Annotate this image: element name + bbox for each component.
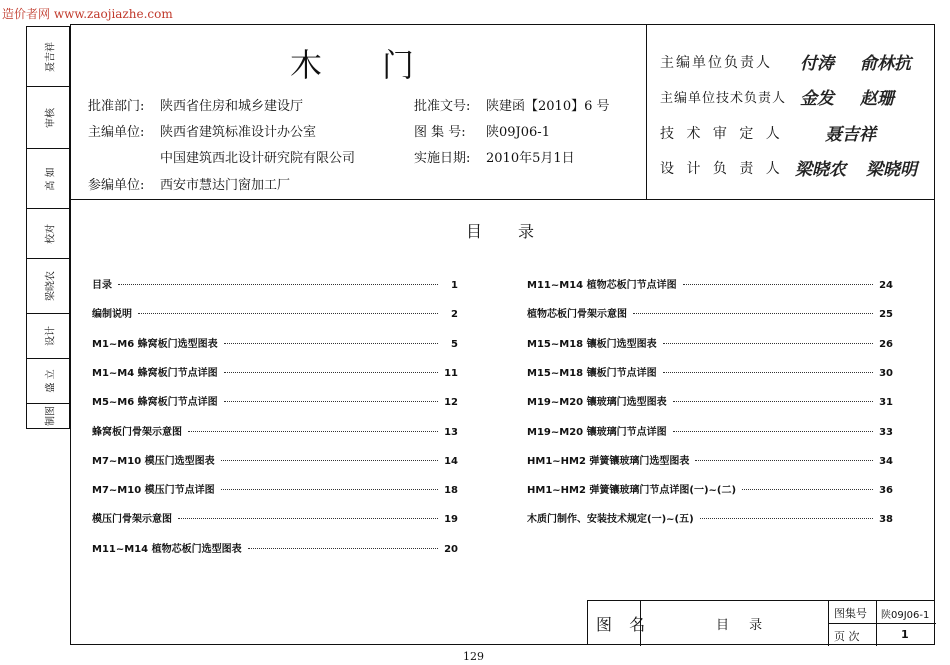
toc-entry-page: 1 — [451, 280, 458, 291]
toc-leader-dots — [663, 343, 873, 344]
atlas-no-label: 图 集 号: — [414, 125, 466, 140]
toc-entry-page: 36 — [879, 485, 893, 497]
atlas-value: 陕09J06-1 — [881, 610, 930, 621]
toc-entry-page: 30 — [879, 367, 893, 379]
sidebar-label: 梁晓农 — [45, 271, 57, 301]
toc-entry-page: 24 — [879, 280, 893, 291]
sidebar-label: 高 如 — [45, 166, 57, 191]
header-split — [646, 24, 647, 199]
toc-entry — [92, 510, 458, 525]
toc-entry — [527, 393, 893, 408]
sidebar-cell — [27, 259, 69, 314]
atlas-no: 陕09J06-1 — [486, 125, 550, 140]
atlas-label: 图集号 — [834, 607, 867, 620]
toc-leader-dots — [673, 401, 873, 402]
sidebar-cell — [27, 27, 69, 87]
tb-divider — [828, 623, 936, 624]
drawing-name-label: 图 名 — [596, 615, 652, 634]
sidebar-cell — [27, 149, 69, 209]
toc-entry — [92, 452, 458, 467]
toc-leader-dots — [695, 460, 873, 461]
toc-entry-name: 模压门骨架示意图 — [92, 514, 172, 526]
responsible-label: 设 计 负 责 人 — [660, 161, 784, 177]
toc-leader-dots — [224, 343, 438, 344]
toc-entry-name: 目录 — [92, 280, 112, 291]
signature: 金发 — [800, 89, 834, 109]
toc-leader-dots — [118, 284, 438, 285]
signature-sidebar — [26, 26, 70, 429]
implementation-date: 2010年5月1日 — [486, 151, 575, 166]
toc-entry — [92, 335, 458, 350]
toc-entry-name: M7~M10 模压门选型图表 — [92, 455, 215, 467]
sidebar-cell — [27, 404, 69, 428]
title-block — [587, 600, 935, 645]
approval-dept-label: 批准部门: — [88, 99, 145, 114]
toc-entry — [527, 276, 893, 291]
toc-entry — [527, 335, 893, 350]
toc-entry — [527, 510, 893, 525]
toc-entry — [92, 276, 458, 291]
toc-entry — [92, 393, 458, 408]
toc-entry-name: 植物芯板门骨架示意图 — [527, 309, 627, 321]
toc-entry-page: 14 — [444, 455, 458, 467]
toc-entry-name: M15~M18 镶板门选型图表 — [527, 338, 657, 350]
toc-entry-page: 38 — [879, 514, 893, 526]
toc-entry — [92, 423, 458, 438]
toc-entry-page: 20 — [444, 543, 458, 555]
sidebar-cell — [27, 87, 69, 149]
toc-leader-dots — [224, 372, 438, 373]
signature: 赵珊 — [860, 89, 894, 109]
signature: 聂吉祥 — [825, 125, 876, 145]
sidebar-label: 审核 — [45, 107, 57, 128]
toc-entry-page: 12 — [444, 397, 458, 409]
toc-leader-dots — [138, 313, 438, 314]
toc-entry-name: M1~M6 蜂窝板门选型图表 — [92, 338, 218, 350]
toc-leader-dots — [221, 489, 438, 490]
toc-leader-dots — [673, 431, 873, 432]
toc-leader-dots — [683, 284, 873, 285]
toc-entry-page: 5 — [451, 338, 458, 350]
sidebar-label: 设计 — [45, 326, 57, 346]
toc-entry-name: M15~M18 镶板门节点详图 — [527, 367, 657, 379]
toc-leader-dots — [188, 431, 438, 432]
date-label: 实施日期: — [414, 151, 471, 166]
toc-entry-name: HM1~HM2 弹簧镶玻璃门选型图表 — [527, 455, 690, 467]
sidebar-label: 聂吉祥 — [45, 41, 57, 72]
approval-no-label: 批准文号: — [414, 99, 471, 114]
toc-leader-dots — [221, 460, 438, 461]
toc-title: 目录 — [466, 222, 571, 241]
toc-entry-page: 2 — [451, 309, 458, 321]
sidebar-label: 盛 立 — [45, 369, 57, 393]
responsible-label: 技 术 审 定 人 — [660, 126, 784, 142]
header-divider — [70, 199, 935, 200]
sidebar-label: 校对 — [45, 223, 57, 244]
approval-dept: 陕西省住房和城乡建设厅 — [160, 99, 304, 114]
watermark: 造价者网 www.zaojiazhe.com — [2, 7, 173, 21]
toc-leader-dots — [178, 518, 438, 519]
toc-entry-page: 13 — [444, 426, 458, 438]
toc-entry-page: 33 — [879, 426, 893, 438]
page-title: 木门 — [290, 46, 475, 84]
toc-entry — [92, 540, 458, 555]
editor-unit-2: 中国建筑西北设计研究院有限公司 — [160, 151, 356, 166]
participant-unit: 西安市慧达门窗加工厂 — [160, 178, 291, 193]
sidebar-label: 制图 — [45, 406, 57, 426]
toc-entry — [527, 452, 893, 467]
toc-entry-name: M1~M4 蜂窝板门节点详图 — [92, 367, 218, 379]
drawing-name: 目 录 — [716, 618, 771, 633]
toc-entry — [527, 364, 893, 379]
page-label: 页 次 — [834, 630, 860, 643]
toc-entry-name: 编制说明 — [92, 309, 132, 321]
toc-entry-name: HM1~HM2 弹簧镶玻璃门节点详图(一)~(二) — [527, 485, 737, 497]
toc-entry — [527, 481, 893, 496]
responsible-label: 主编单位负责人 — [660, 55, 772, 71]
toc-entry-page: 26 — [879, 338, 893, 350]
toc-entry-page: 18 — [444, 485, 458, 497]
editor-unit-1: 陕西省建筑标准设计办公室 — [160, 125, 317, 140]
toc-entry-page: 31 — [879, 397, 893, 409]
approval-no: 陕建函【2010】6 号 — [486, 99, 610, 114]
page-number: 129 — [463, 650, 484, 663]
toc-entry-name: M19~M20 镶玻璃门选型图表 — [527, 397, 667, 409]
toc-entry-page: 25 — [879, 309, 893, 321]
toc-entry-name: 木质门制作、安装技术规定(一)~(五) — [527, 514, 694, 526]
toc-entry — [527, 423, 893, 438]
toc-entry-name: M5~M6 蜂窝板门节点详图 — [92, 397, 218, 409]
participant-label: 参编单位: — [88, 178, 145, 193]
toc-entry — [92, 305, 458, 320]
toc-entry — [92, 481, 458, 496]
toc-entry-name: M11~M14 植物芯板门选型图表 — [92, 543, 242, 555]
toc-leader-dots — [248, 548, 438, 549]
toc-entry-name: M7~M10 模压门节点详图 — [92, 485, 215, 497]
editor-label: 主编单位: — [88, 125, 145, 140]
toc-leader-dots — [700, 518, 873, 519]
sidebar-cell — [27, 314, 69, 359]
sidebar-cell — [27, 209, 69, 259]
toc-entry — [527, 305, 893, 320]
toc-entry — [92, 364, 458, 379]
signature: 梁晓明 — [866, 160, 917, 180]
signature: 梁晓农 — [795, 160, 846, 180]
toc-entry-name: M19~M20 镶玻璃门节点详图 — [527, 426, 667, 438]
page-value: 1 — [901, 628, 909, 641]
toc-leader-dots — [663, 372, 873, 373]
toc-leader-dots — [742, 489, 873, 490]
toc-entry-page: 11 — [444, 367, 458, 379]
toc-entry-name: M11~M14 植物芯板门节点详图 — [527, 280, 677, 291]
toc-leader-dots — [633, 313, 873, 314]
responsible-label: 主编单位技术负责人 — [660, 91, 787, 106]
signature: 俞林抗 — [860, 54, 911, 74]
toc-entry-page: 19 — [444, 514, 458, 526]
toc-entry-page: 34 — [879, 455, 893, 467]
toc-entry-name: 蜂窝板门骨架示意图 — [92, 426, 182, 438]
signature: 付涛 — [800, 54, 834, 74]
toc-leader-dots — [224, 401, 438, 402]
